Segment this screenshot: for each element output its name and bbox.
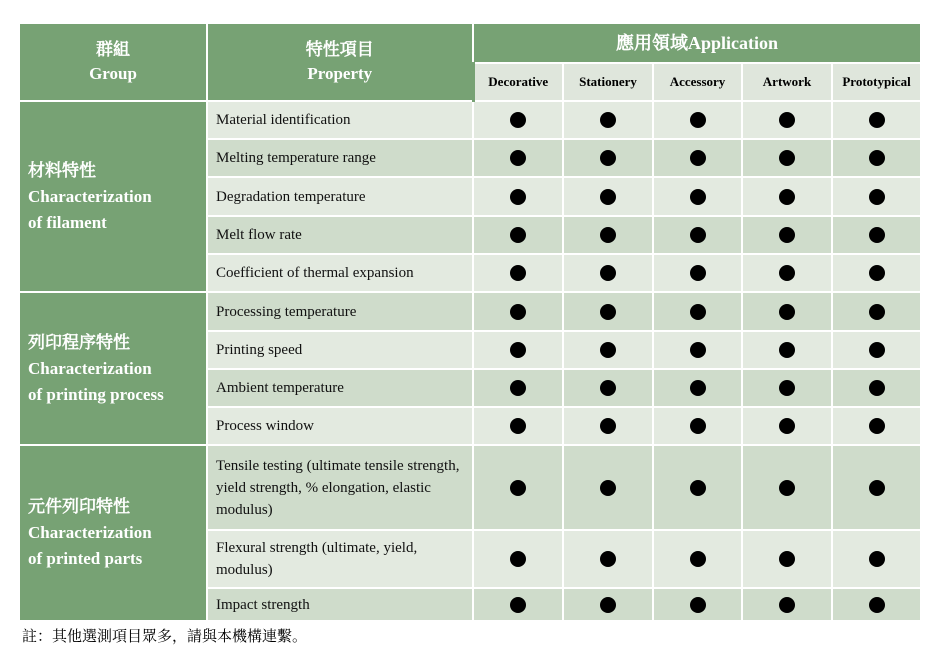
filled-circle-icon — [690, 189, 706, 205]
mark-cell-stationery — [563, 530, 653, 588]
group-name-en: Characterization — [28, 523, 152, 542]
property-cell: Degradation temperature — [207, 177, 473, 216]
mark-cell-stationery — [563, 101, 653, 139]
filled-circle-icon — [779, 265, 795, 281]
filled-circle-icon — [869, 189, 885, 205]
mark-cell-prototypical — [832, 292, 921, 331]
filled-circle-icon — [600, 551, 616, 567]
mark-cell-stationery — [563, 331, 653, 369]
property-cell: Printing speed — [207, 331, 473, 369]
filled-circle-icon — [690, 597, 706, 613]
filled-circle-icon — [510, 480, 526, 496]
property-cell: Melting temperature range — [207, 139, 473, 177]
filled-circle-icon — [779, 597, 795, 613]
mark-cell-artwork — [742, 445, 832, 530]
filled-circle-icon — [510, 227, 526, 243]
mark-cell-artwork — [742, 369, 832, 407]
filled-circle-icon — [779, 551, 795, 567]
filled-circle-icon — [600, 227, 616, 243]
mark-cell-decorative — [473, 445, 563, 530]
filled-circle-icon — [510, 304, 526, 320]
property-cell: Coefficient of thermal expansion — [207, 254, 473, 292]
filled-circle-icon — [600, 304, 616, 320]
filled-circle-icon — [600, 189, 616, 205]
mark-cell-accessory — [653, 216, 742, 254]
filled-circle-icon — [690, 227, 706, 243]
mark-cell-accessory — [653, 254, 742, 292]
property-header-en: Property — [307, 64, 373, 83]
filled-circle-icon — [779, 480, 795, 496]
group-name-en: of printing process — [28, 384, 164, 404]
mark-cell-decorative — [473, 292, 563, 331]
mark-cell-artwork — [742, 530, 832, 588]
group-name-en: Characterization — [28, 358, 152, 378]
application-header-prototypical: Prototypical — [832, 63, 921, 101]
mark-cell-artwork — [742, 101, 832, 139]
mark-cell-accessory — [653, 139, 742, 177]
group-name-zh: 列印程序特性 — [28, 332, 130, 352]
filled-circle-icon — [690, 304, 706, 320]
filled-circle-icon — [869, 112, 885, 128]
mark-cell-prototypical — [832, 139, 921, 177]
mark-cell-artwork — [742, 331, 832, 369]
mark-cell-stationery — [563, 177, 653, 216]
mark-cell-stationery — [563, 369, 653, 407]
group-cell — [19, 445, 207, 621]
property-cell: Flexural strength (ultimate, yield, modulus) — [207, 530, 473, 588]
group-name-en: of filament — [28, 212, 107, 232]
mark-cell-decorative — [473, 254, 563, 292]
filled-circle-icon — [869, 227, 885, 243]
group-header-zh: 群組 — [96, 40, 130, 59]
table-row — [19, 445, 921, 530]
filled-circle-icon — [869, 265, 885, 281]
filled-circle-icon — [510, 380, 526, 396]
filled-circle-icon — [779, 227, 795, 243]
filled-circle-icon — [510, 342, 526, 358]
filled-circle-icon — [510, 150, 526, 166]
filled-circle-icon — [690, 480, 706, 496]
mark-cell-decorative — [473, 369, 563, 407]
mark-cell-prototypical — [832, 254, 921, 292]
table-row — [19, 292, 921, 331]
application-header-artwork: Artwork — [742, 63, 832, 101]
group-name-en: Characterization — [28, 186, 152, 206]
filled-circle-icon — [600, 265, 616, 281]
filled-circle-icon — [690, 112, 706, 128]
mark-cell-artwork — [742, 407, 832, 445]
filled-circle-icon — [869, 380, 885, 396]
mark-cell-accessory — [653, 292, 742, 331]
property-header — [207, 23, 473, 101]
filled-circle-icon — [690, 342, 706, 358]
mark-cell-prototypical — [832, 369, 921, 407]
property-cell: Material identification — [207, 101, 473, 139]
mark-cell-artwork — [742, 254, 832, 292]
mark-cell-decorative — [473, 216, 563, 254]
filled-circle-icon — [869, 480, 885, 496]
filled-circle-icon — [779, 342, 795, 358]
group-name-zh: 元件列印特性 — [28, 497, 130, 516]
filled-circle-icon — [600, 597, 616, 613]
filled-circle-icon — [779, 418, 795, 434]
group-header — [19, 23, 207, 101]
mark-cell-accessory — [653, 445, 742, 530]
group-name-zh: 材料特性 — [28, 160, 96, 180]
filled-circle-icon — [510, 189, 526, 205]
mark-cell-prototypical — [832, 101, 921, 139]
group-name-en: of printed parts — [28, 549, 143, 568]
mark-cell-decorative — [473, 139, 563, 177]
filled-circle-icon — [600, 342, 616, 358]
filled-circle-icon — [510, 418, 526, 434]
filled-circle-icon — [690, 150, 706, 166]
filled-circle-icon — [690, 380, 706, 396]
mark-cell-accessory — [653, 588, 742, 621]
filled-circle-icon — [779, 150, 795, 166]
group-cell — [19, 101, 207, 292]
mark-cell-artwork — [742, 216, 832, 254]
property-cell: Tensile testing (ultimate tensile strength, yield strength, % elongation, elastic modulus) — [207, 445, 473, 530]
filled-circle-icon — [690, 551, 706, 567]
filled-circle-icon — [779, 112, 795, 128]
filled-circle-icon — [690, 418, 706, 434]
filled-circle-icon — [600, 418, 616, 434]
mark-cell-prototypical — [832, 588, 921, 621]
mark-cell-accessory — [653, 369, 742, 407]
mark-cell-decorative — [473, 331, 563, 369]
mark-cell-stationery — [563, 216, 653, 254]
filled-circle-icon — [869, 304, 885, 320]
mark-cell-artwork — [742, 177, 832, 216]
mark-cell-accessory — [653, 101, 742, 139]
mark-cell-artwork — [742, 588, 832, 621]
filled-circle-icon — [779, 189, 795, 205]
mark-cell-accessory — [653, 530, 742, 588]
group-header-en: Group — [89, 64, 137, 83]
application-matrix-table — [18, 22, 922, 622]
mark-cell-stationery — [563, 254, 653, 292]
mark-cell-artwork — [742, 139, 832, 177]
mark-cell-artwork — [742, 292, 832, 331]
property-cell: Melt flow rate — [207, 216, 473, 254]
filled-circle-icon — [510, 551, 526, 567]
filled-circle-icon — [869, 551, 885, 567]
filled-circle-icon — [600, 380, 616, 396]
mark-cell-prototypical — [832, 530, 921, 588]
property-header-zh: 特性項目 — [305, 40, 374, 59]
mark-cell-accessory — [653, 177, 742, 216]
mark-cell-decorative — [473, 101, 563, 139]
application-header-accessory: Accessory — [653, 63, 742, 101]
mark-cell-prototypical — [832, 177, 921, 216]
mark-cell-prototypical — [832, 216, 921, 254]
filled-circle-icon — [510, 265, 526, 281]
mark-cell-stationery — [563, 292, 653, 331]
mark-cell-prototypical — [832, 331, 921, 369]
property-cell: Impact strength — [207, 588, 473, 621]
mark-cell-prototypical — [832, 445, 921, 530]
application-header-decorative: Decorative — [473, 63, 563, 101]
mark-cell-accessory — [653, 331, 742, 369]
mark-cell-stationery — [563, 588, 653, 621]
mark-cell-accessory — [653, 407, 742, 445]
mark-cell-stationery — [563, 407, 653, 445]
application-header-stationery: Stationery — [563, 63, 653, 101]
filled-circle-icon — [779, 304, 795, 320]
filled-circle-icon — [869, 597, 885, 613]
filled-circle-icon — [869, 418, 885, 434]
application-header: 應用領域Application — [473, 23, 921, 63]
filled-circle-icon — [600, 480, 616, 496]
property-cell: Ambient temperature — [207, 369, 473, 407]
mark-cell-stationery — [563, 139, 653, 177]
table-row — [19, 101, 921, 139]
filled-circle-icon — [869, 342, 885, 358]
filled-circle-icon — [600, 112, 616, 128]
filled-circle-icon — [510, 597, 526, 613]
mark-cell-stationery — [563, 445, 653, 530]
filled-circle-icon — [869, 150, 885, 166]
property-cell: Process window — [207, 407, 473, 445]
mark-cell-decorative — [473, 177, 563, 216]
footnote: 註：其他選測項目眾多，請與本機構連繫。 — [22, 627, 308, 645]
mark-cell-decorative — [473, 530, 563, 588]
filled-circle-icon — [779, 380, 795, 396]
filled-circle-icon — [600, 150, 616, 166]
mark-cell-decorative — [473, 407, 563, 445]
filled-circle-icon — [510, 112, 526, 128]
mark-cell-decorative — [473, 588, 563, 621]
property-cell: Processing temperature — [207, 292, 473, 331]
group-cell — [19, 292, 207, 445]
filled-circle-icon — [690, 265, 706, 281]
mark-cell-prototypical — [832, 407, 921, 445]
